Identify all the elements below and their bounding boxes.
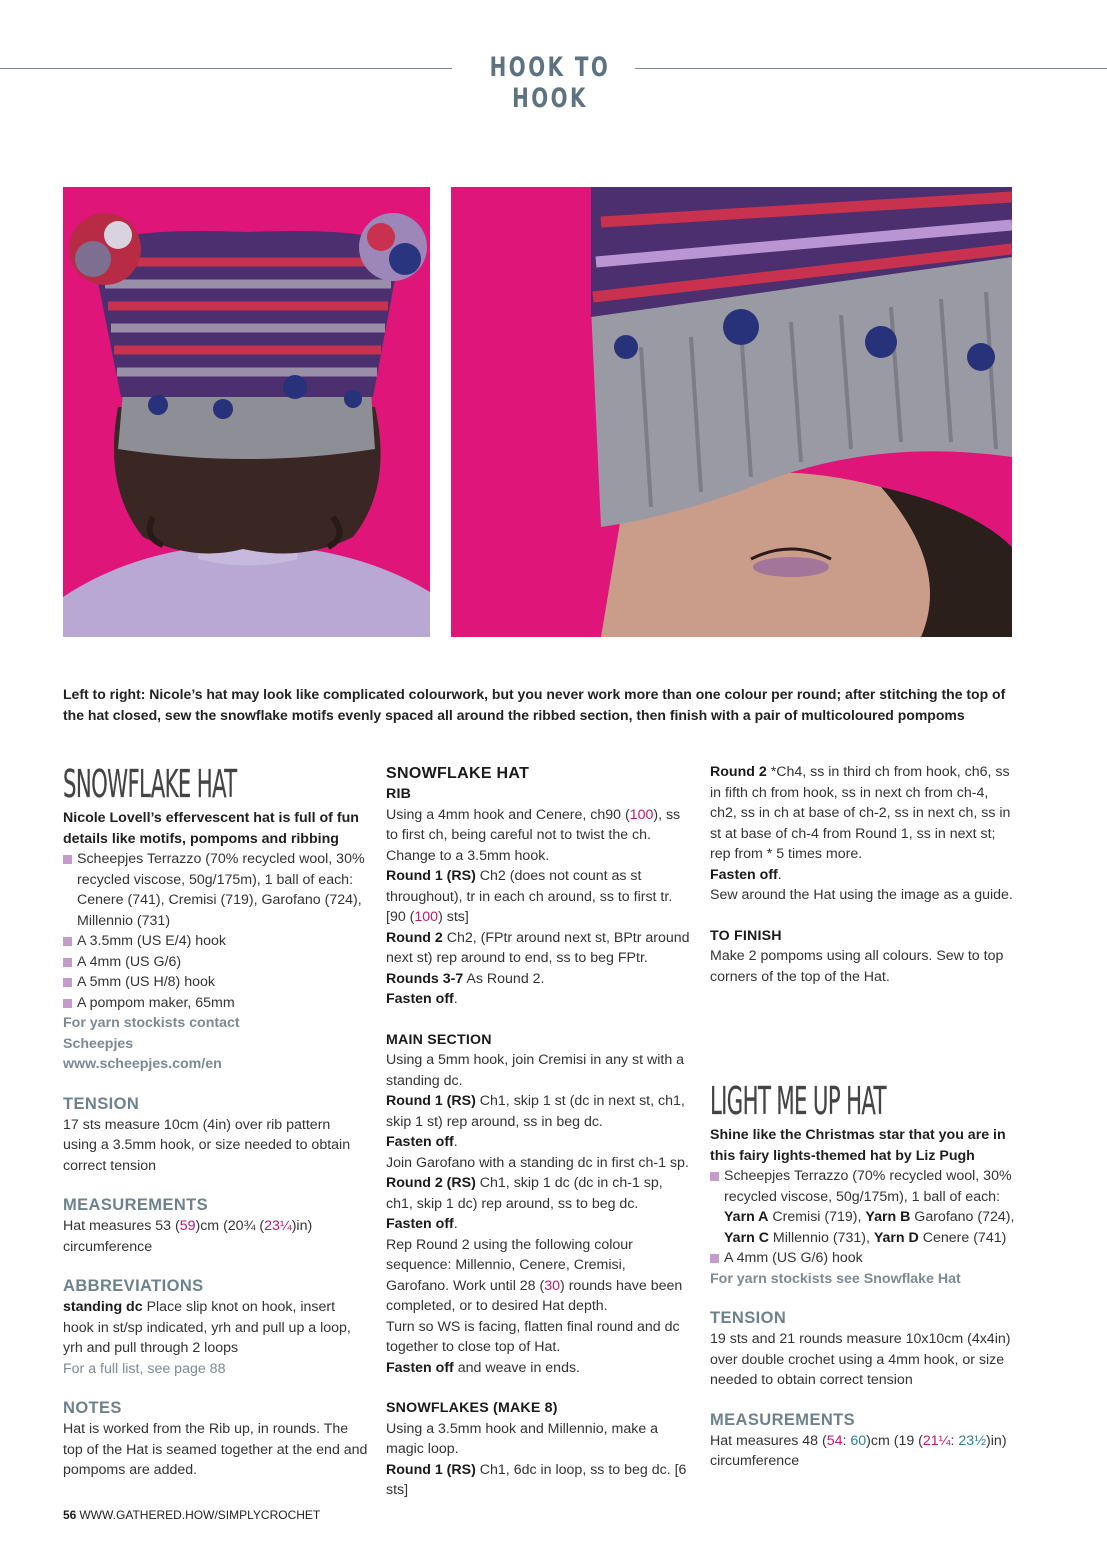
rib-round-1: Round 1 (RS) Ch2 (does not count as st throughout), tr in each ch around, ss to first tr. [90 (100) sts] [386, 868, 673, 925]
snowflakes-heading: SNOWFLAKES (MAKE 8) [386, 1400, 558, 1416]
notes-text: Hat is worked from the Rib up, in rounds. The top of the Hat is seamed together at the end and pompoms are added. [63, 1421, 368, 1478]
main-fasten-off-3: Fasten off and weave in ends. [386, 1359, 580, 1376]
measurements-text: Hat measures 53 (59)cm (20¾ (23¼)in) circumference [63, 1218, 313, 1255]
bullet-square-icon [710, 1172, 719, 1181]
hat-back-photo [63, 187, 430, 637]
bullet-square-icon [63, 937, 72, 946]
bullet-square-icon [63, 958, 72, 967]
sew-instructions: Sew around the Hat using the image as a guide. [710, 887, 1013, 903]
rib-fasten-off: Fasten off. [386, 991, 458, 1007]
to-finish-heading: TO FINISH [710, 927, 782, 944]
main-fasten-off-1: Fasten off. [386, 1134, 458, 1150]
column-1 [63, 762, 368, 1481]
list-item: A 5mm (US H/8) hook [63, 972, 368, 993]
snowflake-hat-title: SNOWFLAKE HAT [63, 762, 237, 806]
rib-round-2: Round 2 Ch2, (FPtr around next st, BPtr around next st) rep around to end, ss to beg FPtr. [386, 929, 690, 966]
pattern-heading: SNOWFLAKE HAT [386, 765, 530, 782]
light-materials-list [710, 1166, 1015, 1269]
snowflake-hat-intro: Nicole Lovell’s effervescent hat is full of fun details like motifs, pompoms and ribbing [63, 810, 359, 847]
bullet-square-icon [63, 978, 72, 987]
bullet-square-icon [710, 1254, 719, 1263]
list-item: Scheepjes Terrazzo (70% recycled wool, 30% recycled viscose, 50g/175m), 1 ball of each: Yarn A Cremisi (719), Yarn B Garofano (724), Yarn C Millennio (731), Yarn D Cenere (741) [710, 1166, 1015, 1248]
light-tension-text: 19 sts and 21 rounds measure 10x10cm (4x4in) over double crochet using a 4mm hook, or size needed to obtain correct tension [710, 1331, 1011, 1388]
column-3 [710, 762, 1015, 1472]
snowflakes-round-2: Round 2 *Ch4, ss in third ch from hook, ch6, ss in fifth ch from hook, ss in next ch from ch-4, ch2, ss in ch at base of ch-2, ss in next ch, ss in st at base of ch-4 from Round 1, ss in next st; rep from * 5 times more. [710, 764, 1011, 862]
snowflakes-intro: Using a 3.5mm hook and Millennio, make a magic loop. [386, 1420, 659, 1457]
main-intro: Using a 5mm hook, join Cremisi in any st with a standing dc. [386, 1052, 685, 1089]
main-round-2: Round 2 (RS) Ch1, skip 1 dc (dc in ch-1 sp, ch1, skip 1 dc) rep around, ss to beg dc. [386, 1175, 663, 1212]
light-measurements-text: Hat measures 48 (54: 60)cm (19 (21¼: 23½)in) circumference [710, 1432, 1007, 1469]
join-garofano: Join Garofano with a standing dc in first ch-1 sp. [386, 1154, 689, 1171]
footer-url: WWW.GATHERED.HOW/SIMPLYCROCHET [79, 1508, 321, 1522]
rib-rounds-3-7: Rounds 3-7 As Round 2. [386, 970, 545, 987]
materials-list [63, 849, 368, 1013]
rib-heading: RIB [386, 786, 412, 802]
header-rule-left [0, 68, 452, 69]
section-title: HOOK TO HOOK [489, 52, 611, 114]
rib-instructions: Using a 4mm hook and Cenere, ch90 (100), ss to first ch, being careful not to twist the ch. Change to a 3.5mm hook. [386, 806, 681, 864]
list-item: A 4mm (US G/6) hook [710, 1248, 1015, 1269]
tension-text: 17 sts measure 10cm (4in) over rib pattern using a 3.5mm hook, or size needed to obtain correct tension [63, 1116, 351, 1174]
snowflakes-fasten-off: Fasten off. [710, 866, 782, 883]
hat-front-photo [451, 187, 1012, 637]
stockist-url-link[interactable]: www.scheepjes.com/en [63, 1056, 222, 1072]
list-item: A pompom maker, 65mm [63, 993, 368, 1014]
snowflakes-round-1: Round 1 (RS) Ch1, 6dc in loop, ss to beg dc. [6 sts] [386, 1461, 687, 1498]
column-2 [386, 762, 691, 1501]
header-rule-right [635, 68, 1107, 69]
measurements-heading: MEASUREMENTS [63, 1196, 209, 1214]
light-measurements-heading: MEASUREMENTS [710, 1410, 856, 1429]
page-footer [63, 1508, 320, 1522]
list-item: A 4mm (US G/6) [63, 952, 368, 973]
list-item: Scheepjes Terrazzo (70% recycled wool, 30% recycled viscose, 50g/175m), 1 ball of each: Cenere (741), Cremisi (719), Garofano (724), Millennio (731) [63, 849, 368, 931]
turn-instructions: Turn so WS is facing, flatten final round and dc together to close top of Hat. [386, 1318, 680, 1355]
stockist-contact: For yarn stockists contact Scheepjes [63, 1015, 240, 1052]
abbreviations-heading: ABBREVIATIONS [63, 1277, 204, 1295]
bullet-square-icon [63, 855, 72, 864]
light-me-up-intro: Shine like the Christmas star that you are in this fairy lights-themed hat by Liz Pugh [710, 1127, 1006, 1164]
page-number: 56 [63, 1508, 77, 1522]
main-section-heading: MAIN SECTION [386, 1031, 492, 1048]
repeat-sequence: Rep Round 2 using the following colour sequence: Millennio, Cenere, Cremisi, Garofano. Work until 28 (30) rounds have been completed, or to desired Hat depth. [386, 1236, 683, 1314]
photo-caption: Left to right: Nicole’s hat may look like complicated colourwork, but you never work more than one colour per round; after stitching the top of the hat closed, sew the snowflake motifs evenly spaced all around the ribbed section, then finish with a pair of multicoloured pompoms [63, 686, 1006, 723]
light-stockists: For yarn stockists see Snowflake Hat [710, 1270, 961, 1287]
main-fasten-off-2: Fasten off. [386, 1216, 458, 1232]
main-round-1: Round 1 (RS) Ch1, skip 1 st (dc in next st, ch1, skip 1 st) rep around, ss in beg dc. [386, 1093, 685, 1130]
list-item: A 3.5mm (US E/4) hook [63, 931, 368, 952]
abbreviation-entry: standing dc Place slip knot on hook, insert hook in st/sp indicated, yrh and pull up a loop, yrh and pull through 2 loops [63, 1299, 351, 1356]
light-me-up-hat-title: LIGHT ME UP HAT [710, 1079, 886, 1123]
light-tension-heading: TENSION [710, 1309, 787, 1327]
tension-heading: TENSION [63, 1094, 140, 1113]
bullet-square-icon [63, 999, 72, 1008]
to-finish-text: Make 2 pompoms using all colours. Sew to top corners of the top of the Hat. [710, 948, 1004, 985]
notes-heading: NOTES [63, 1399, 122, 1417]
abbreviations-page-ref: For a full list, see page 88 [63, 1360, 226, 1377]
